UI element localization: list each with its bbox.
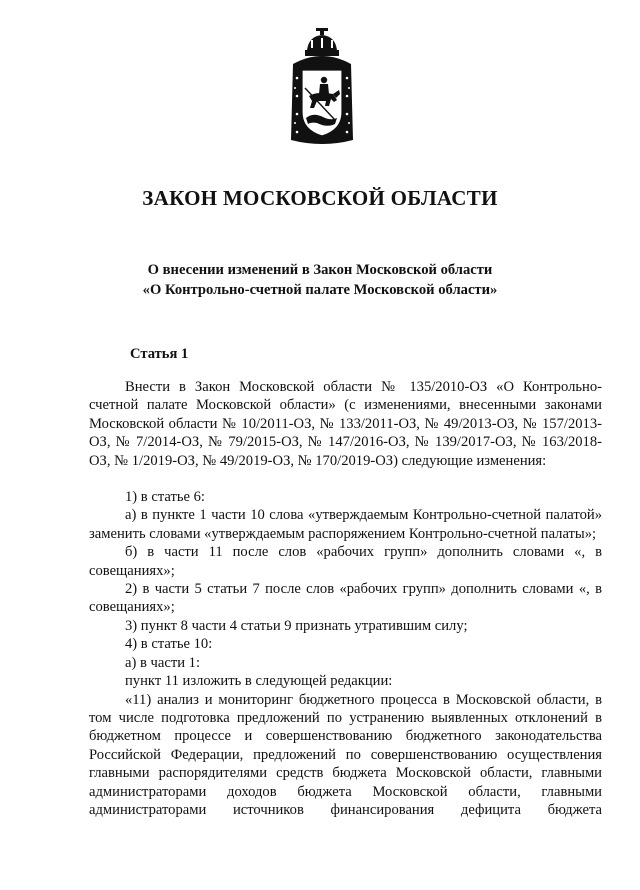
law-subtitle-line-2: «О Контрольно-счетной палате Московской области» <box>142 282 498 298</box>
paragraph: пункт 11 изложить в следующей редакции: <box>125 673 393 690</box>
paragraph: а) в части 1: <box>125 654 201 671</box>
article-heading: Статья 1 <box>130 346 189 362</box>
paragraph: 1) в статье 6: <box>125 489 205 506</box>
paragraph: Внести в Закон Московской области № 135/2010-ОЗ «О Контрольно-счетной палате Московской области» (с изменениями, внесенными законами Московской области № 10/2011-ОЗ, № 133/2011-ОЗ, № 49/2013-ОЗ, № 157/2013-ОЗ, № 7/2014-ОЗ, № 79/2015-ОЗ, № 147/2016-ОЗ, № 139/2017-ОЗ, № 163/2018-ОЗ, № 1/2019-ОЗ, № 49/2019-ОЗ, № 170/2019-ОЗ) следующие изменения: <box>89 379 602 469</box>
article-body <box>89 378 602 819</box>
paragraph: а) в пункте 1 части 10 слова «утверждаемым Контрольно-счетной палатой» заменить словами «утверждаемым распоряжением Контрольно-счетной палаты»; <box>89 507 602 542</box>
paragraph: 2) в части 5 статьи 7 после слов «рабочих групп» дополнить словами «, в совещаниях»; <box>89 581 602 616</box>
paragraph: «11) анализ и мониторинг бюджетного процесса в Московской области, в том числе подготовка предложений по устранению выявленных отклонений в бюджетном процессе и совершенствованию бюджетного законодательства Российской Федерации, предложений по совершенствованию осуществления главными распорядителями средств бюджета Московской области, главными администраторами доходов бюджета Московской области, главными администраторами источников финансирования дефицита бюджета <box>89 691 602 818</box>
coat-of-arms-icon <box>287 28 357 146</box>
law-title: ЗАКОН МОСКОВСКОЙ ОБЛАСТИ <box>142 186 498 210</box>
paragraph: 3) пункт 8 части 4 статьи 9 признать утратившим силу; <box>125 617 468 634</box>
law-subtitle-line-1: О внесении изменений в Закон Московской области <box>147 262 493 278</box>
paragraph: 4) в статье 10: <box>125 636 213 653</box>
paragraph: б) в части 11 после слов «рабочих групп» дополнить словами «, в совещаниях»; <box>89 544 602 579</box>
